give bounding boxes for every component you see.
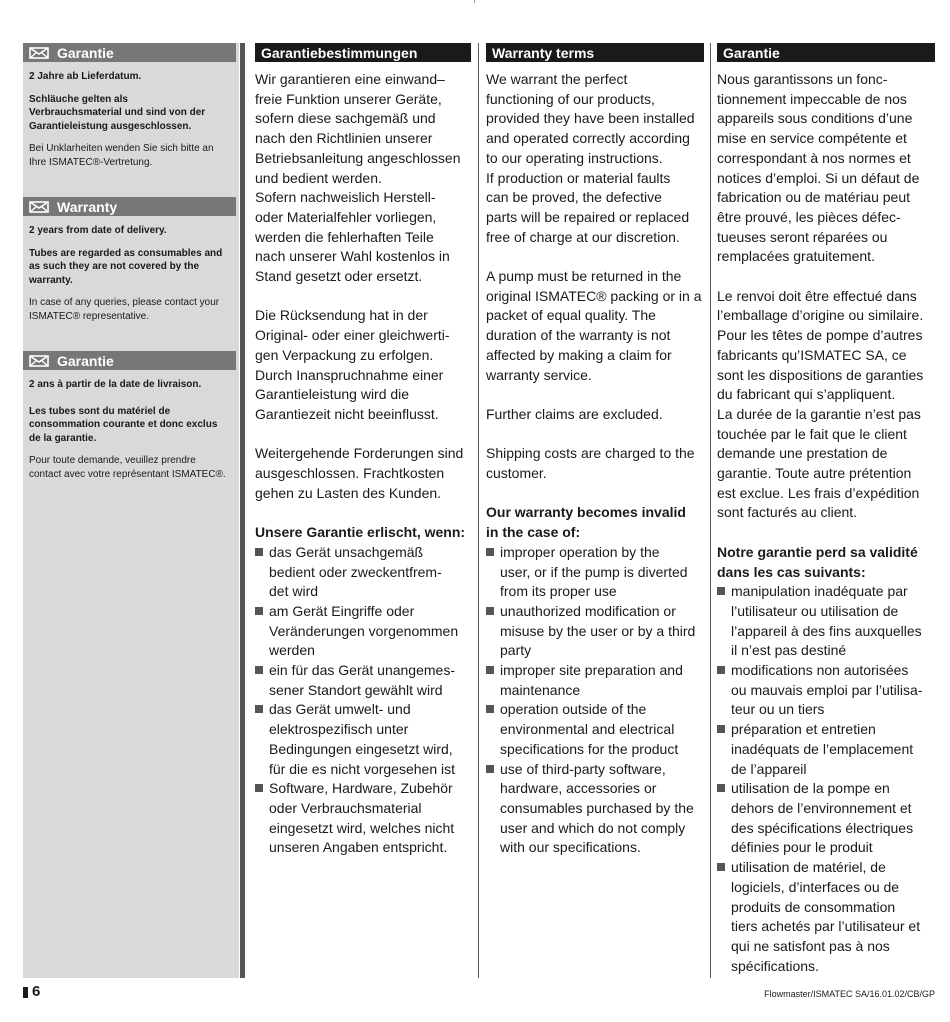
body-paragraph: Shipping costs are charged to the customer. [486, 445, 695, 482]
sidebar-text: 2 ans à partir de la date de livraison. [29, 379, 202, 390]
sidebar-text: Pour toute demande, veuillez prendre contact avec votre représentant ISMATEC®. [29, 455, 226, 480]
document-reference: Flowmaster/ISMATEC SA/16.01.02/CB/GP [764, 989, 935, 999]
body-paragraph: Further claims are excluded. [486, 405, 663, 422]
list-item: improper site preparation and maintenance [486, 661, 704, 700]
page-number: 6 [32, 983, 41, 1000]
list-item: préparation et entretien inadéquats de l’emplacement de l’appareil [717, 720, 935, 779]
sidebar-box-title-bar [23, 43, 236, 62]
sidebar-text: Bei Unklarheiten wenden Sie sich bitte an Ihre ISMATEC®-Vertretung. [29, 143, 214, 168]
column-french [717, 43, 935, 976]
sidebar-box-garantie-fr [23, 351, 236, 481]
sidebar-divider [240, 43, 245, 978]
body-paragraph: We warrant the perfect functioning of our products, provided they have been installed and operated correctly according to our operating instructions. If production or material faults can be proved, the defective parts will be repaired or replaced free of charge at our discretion. [486, 71, 695, 245]
sidebar-text: Les tubes sont du matériel de consommation courante et donc exclus de la garantie. [29, 405, 218, 444]
condition-list [486, 543, 704, 858]
list-item: das Gerät unsachgemäß bedient oder zweckentfrem- det wird [255, 543, 471, 602]
page-marker [23, 987, 28, 998]
column-divider [478, 43, 479, 978]
sidebar-box-title-bar [23, 351, 236, 370]
body-paragraph: Die Rücksendung hat in der Original- oder einer gleichwerti- gen Verpackung zu erfolgen. Durch Inanspruchnahme einer Garantieleistung wird die Garantiezeit nicht beeinflusst. [255, 307, 450, 422]
column-heading: Garantiebestimmungen [255, 43, 471, 62]
envelope-icon [29, 355, 49, 367]
list-item: utilisation de matériel, de logiciels, d’interfaces ou de produits de consommation tiers achetés par l’utilisateur et qui ne satisfont pas à nos spécifications. [717, 858, 935, 976]
sidebar-text: Schläuche gelten als Verbrauchsmaterial und sind von der Garantieleistung ausgeschlossen. [29, 93, 206, 132]
condition-list [717, 582, 935, 976]
list-heading: Notre garantie perd sa validité dans les cas suivants: [717, 543, 918, 580]
list-item: manipulation inadéquate par l’utilisateur ou utilisation de l’appareil à des fins auxquelles il n’est pas destiné [717, 582, 935, 661]
list-item: ein für das Gerät unangemes- sener Standort gewählt wird [255, 661, 471, 700]
column-heading: Warranty terms [486, 43, 704, 62]
list-item: das Gerät umwelt- und elektrospezifisch unter Bedingungen eingesetzt wird, für die es nicht vorgesehen ist [255, 700, 471, 779]
column-german [255, 43, 471, 858]
sidebar-text: 2 years from date of delivery. [29, 225, 167, 236]
sidebar-box-title: Garantie [57, 352, 114, 369]
body-paragraph: Wir garantieren eine einwand– freie Funktion unserer Geräte, sofern diese sachgemäß und nach den Richtlinien unserer Betriebsanleitung angeschlossen und bedient werden. Sofern nachweislich Herstell- oder Materialfehler vorliegen, werden die fehlerhaften Teile nach unserer Wahl kostenlos in Stand gesetzt oder ersetzt. [255, 71, 461, 285]
list-item: Software, Hardware, Zubehör oder Verbrauchsmaterial eingesetzt wird, welches nicht unseren Angaben entspricht. [255, 779, 471, 858]
sidebar-box-title: Warranty [57, 198, 118, 215]
body-paragraph: Le renvoi doit être effectué dans l’emballage d’origine ou similaire. Pour les têtes de pompe d’autres fabricants qu’ISMATEC SA, ce sont les dispositions de garanties du fabricant qui s’appliquent. La durée de la garantie n’est pas touchée par le fait que le client demande une prestation de garantie. Toute autre prétention est exclue. Les frais d’expédition sont facturés au client. [717, 287, 924, 521]
list-item: utilisation de la pompe en dehors de l’environnement et des spécifications électriques définies pour le produit [717, 779, 935, 858]
body-paragraph: A pump must be returned in the original ISMATEC® packing or in a packet of equal quality. The duration of the warranty is not affected by making a claim for warranty service. [486, 268, 702, 383]
list-item: use of third-party software, hardware, accessories or consumables purchased by the user and which do not comply with our specifications. [486, 760, 704, 859]
list-heading: Unsere Garantie erlischt, wenn: [255, 524, 466, 541]
sidebar-text: 2 Jahre ab Lieferdatum. [29, 71, 142, 82]
body-paragraph: Nous garantissons un fonc- tionnement impeccable de nos appareils sous conditions d’une mise en service compétente et correspondant à nos normes et notices d’emploi. Si un défaut de fabrication ou de matériau peut être prouvé, les pièces défec- tueuses seront réparées ou remplacées gratuitement. [717, 71, 920, 265]
list-item: am Gerät Eingriffe oder Veränderungen vorgenommen werden [255, 602, 471, 661]
list-item: operation outside of the environmental and electrical specifications for the product [486, 700, 704, 759]
sidebar [23, 43, 239, 978]
column-english [486, 43, 704, 858]
top-tick [474, 0, 475, 3]
sidebar-box-title: Garantie [57, 44, 114, 61]
sidebar-box-garantie-de [23, 43, 236, 169]
body-paragraph: Weitergehende Forderungen sind ausgeschlossen. Frachtkosten gehen zu Lasten des Kunden. [255, 445, 464, 501]
sidebar-box-title-bar [23, 197, 236, 216]
envelope-icon [29, 47, 49, 59]
column-heading: Garantie [717, 43, 935, 62]
sidebar-text: In case of any queries, please contact your ISMATEC® representative. [29, 297, 220, 322]
list-item: modifications non autorisées ou mauvais emploi par l’utilisa- teur ou un tiers [717, 661, 935, 720]
list-item: improper operation by the user, or if the pump is diverted from its proper use [486, 543, 704, 602]
condition-list [255, 543, 471, 858]
sidebar-box-warranty-en [23, 197, 236, 323]
list-heading: Our warranty becomes invalid in the case of: [486, 504, 686, 541]
column-divider [710, 43, 711, 978]
envelope-icon [29, 201, 49, 213]
list-item: unauthorized modification or misuse by the user or by a third party [486, 602, 704, 661]
sidebar-text: Tubes are regarded as consumables and as such they are not covered by the warranty. [29, 247, 223, 286]
